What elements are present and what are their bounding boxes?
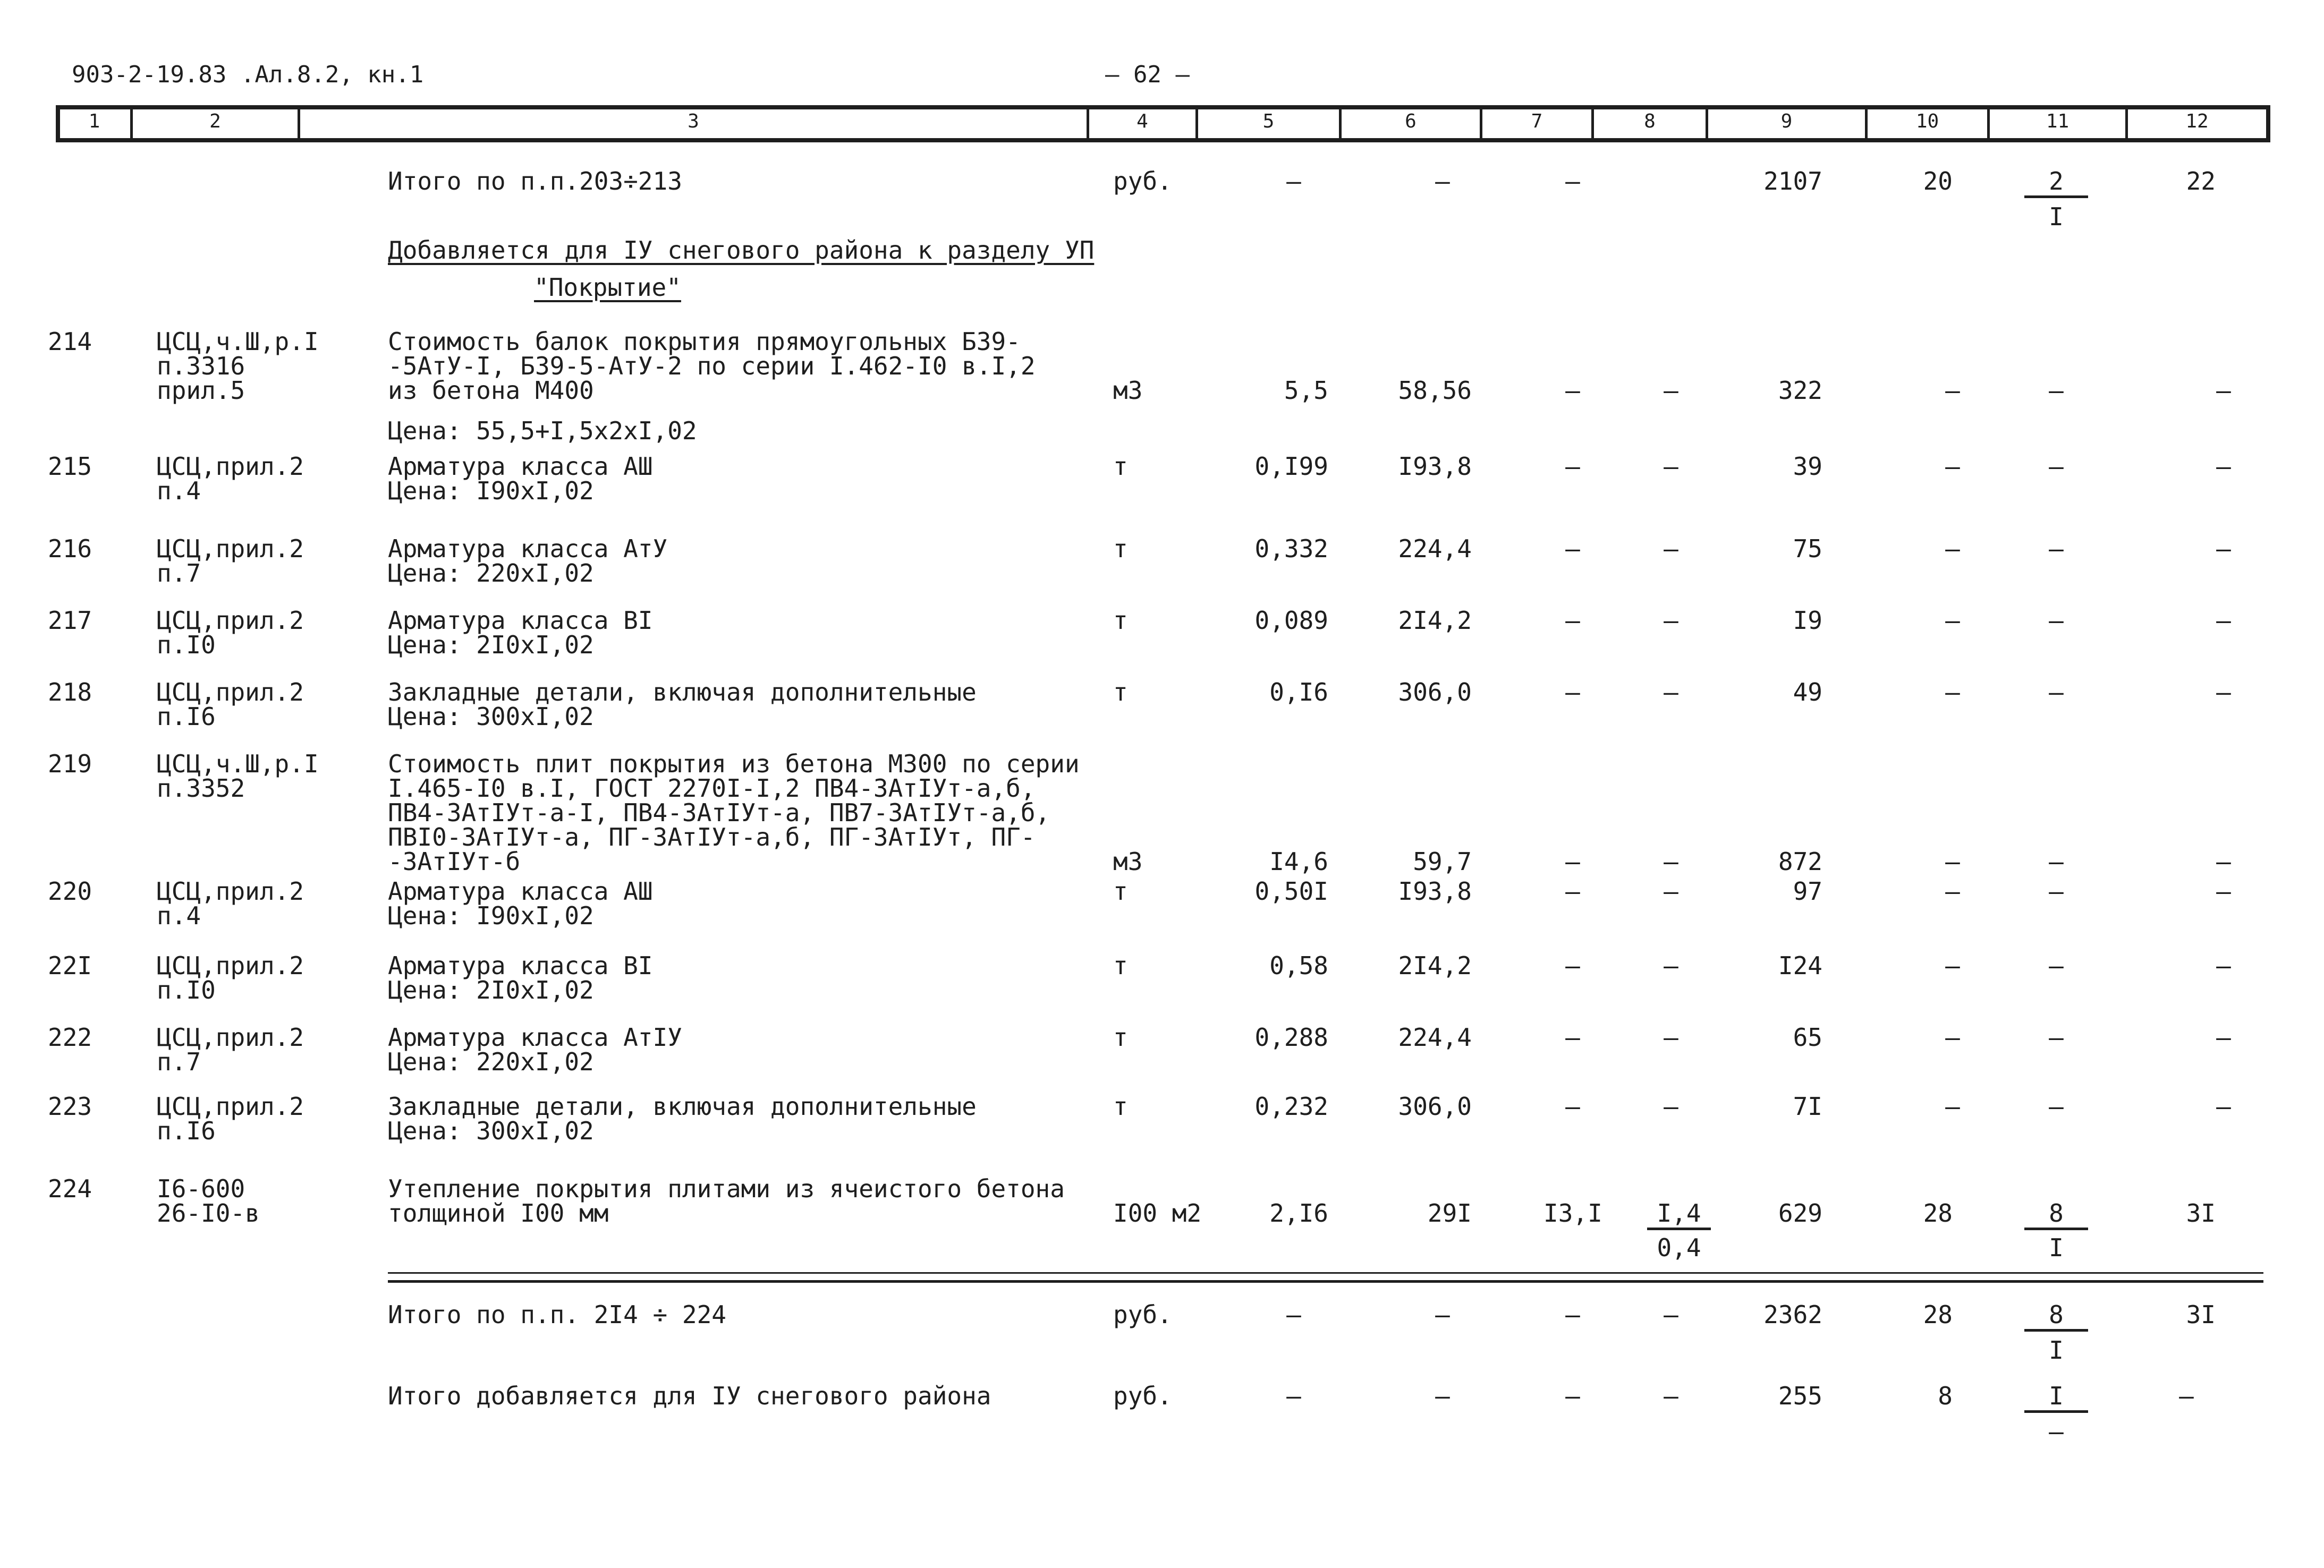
reference-line: п.I0 xyxy=(157,976,216,1004)
reference-line: п.7 xyxy=(157,559,201,587)
c11: – xyxy=(2049,376,2064,405)
row-number: 219 xyxy=(48,749,92,778)
c12: – xyxy=(2216,1023,2231,1052)
c8: – xyxy=(1664,1023,1678,1052)
c6: 59,7 xyxy=(1413,847,1472,876)
unit: т xyxy=(1113,1023,1128,1052)
c11-denominator: I xyxy=(2049,202,2064,231)
description-line: ПВ4-3АтIУт-а-I, ПВ4-3АтIУт-а, ПВ7-3АтIУт-а,б, xyxy=(388,798,1050,827)
description-line: Стоимость плит покрытия из бетона М300 по серии xyxy=(388,749,1080,778)
description-line: из бетона М400 xyxy=(388,376,594,405)
unit: т xyxy=(1113,1092,1128,1121)
price-line: Цена: 2I0xI,02 xyxy=(388,630,594,659)
c7: – xyxy=(1565,606,1580,635)
c5: I4,6 xyxy=(1269,847,1328,876)
c10: 8 xyxy=(1938,1382,1953,1410)
c11: – xyxy=(2049,606,2064,635)
column-number: 8 xyxy=(1644,110,1656,132)
c8: – xyxy=(1664,951,1678,980)
column-number: 1 xyxy=(88,110,100,132)
c11: – xyxy=(2049,951,2064,980)
c10: – xyxy=(1945,678,1960,706)
reference-line: ЦСЦ,прил.2 xyxy=(157,1092,304,1121)
c11: – xyxy=(2049,1023,2064,1052)
price-line: Цена: I90xI,02 xyxy=(388,901,594,930)
c10: – xyxy=(1945,877,1960,906)
c6: 306,0 xyxy=(1398,678,1472,706)
reference-line: п.3352 xyxy=(157,774,245,803)
row-label: Итого по п.п.203÷213 xyxy=(388,167,682,195)
c5: 0,332 xyxy=(1254,534,1328,563)
c12: – xyxy=(2216,606,2231,635)
c11-denominator: I xyxy=(2049,1336,2064,1365)
column-number: 11 xyxy=(2046,110,2069,132)
unit: т xyxy=(1113,534,1128,563)
c12: – xyxy=(2216,376,2231,405)
fraction-line xyxy=(2024,195,2088,198)
c5: – xyxy=(1286,167,1301,195)
c5: 2,I6 xyxy=(1269,1199,1328,1228)
c5: 0,50I xyxy=(1254,877,1328,906)
column-number: 12 xyxy=(2185,110,2209,132)
reference-line: I6-600 xyxy=(157,1174,245,1203)
c7: – xyxy=(1565,1382,1580,1410)
description-line: -3АтIУт-б xyxy=(388,847,521,876)
c9: 255 xyxy=(1778,1382,1822,1410)
c7: – xyxy=(1565,877,1580,906)
row-number: 22I xyxy=(48,951,92,980)
c6: 224,4 xyxy=(1398,534,1472,563)
reference-line: п.I0 xyxy=(157,630,216,659)
description-line: I.465-I0 в.I, ГОСТ 2270I-I,2 ПВ4-3АтIУт-а,б, xyxy=(388,774,1036,803)
c12: 22 xyxy=(2186,167,2216,195)
c11-numerator: 8 xyxy=(2049,1300,2064,1329)
reference-line: ЦСЦ,ч.Ш,р.I xyxy=(157,327,319,356)
c7: – xyxy=(1565,1023,1580,1052)
c12: – xyxy=(2216,452,2231,481)
reference-line: ЦСЦ,прил.2 xyxy=(157,452,304,481)
c12: – xyxy=(2179,1382,2194,1410)
reference-line: ЦСЦ,прил.2 xyxy=(157,678,304,706)
description-line: Утепление покрытия плитами из ячеистого бетона xyxy=(388,1174,1065,1203)
column-number: 2 xyxy=(209,110,221,132)
description-line: Закладные детали, включая дополнительные xyxy=(388,1092,977,1121)
description-line: -5АтУ-I, Б39-5-АтУ-2 по серии I.462-I0 в.I,2 xyxy=(388,352,1036,380)
price-line: Цена: 220xI,02 xyxy=(388,559,594,587)
c7: – xyxy=(1565,167,1580,195)
unit: I00 м2 xyxy=(1113,1199,1202,1228)
description-line: Закладные детали, включая дополнительные xyxy=(388,678,977,706)
price-line: Цена: 55,5+I,5x2xI,02 xyxy=(388,416,697,445)
c6: – xyxy=(1435,1382,1450,1410)
c7: – xyxy=(1565,534,1580,563)
c10: – xyxy=(1945,1092,1960,1121)
c6: 306,0 xyxy=(1398,1092,1472,1121)
c7: – xyxy=(1565,452,1580,481)
c11: – xyxy=(2049,534,2064,563)
c6: I93,8 xyxy=(1398,877,1472,906)
c10: – xyxy=(1945,606,1960,635)
c12: 3I xyxy=(2186,1300,2216,1329)
c8: – xyxy=(1664,877,1678,906)
c5: 0,232 xyxy=(1254,1092,1328,1121)
column-number: 5 xyxy=(1262,110,1275,132)
c8: – xyxy=(1664,376,1678,405)
description-line: Арматура класса АШ xyxy=(388,452,653,481)
description-line: толщиной I00 мм xyxy=(388,1199,609,1228)
c9: 629 xyxy=(1778,1199,1822,1228)
unit: т xyxy=(1113,452,1128,481)
c11: – xyxy=(2049,1092,2064,1121)
c11: – xyxy=(2049,678,2064,706)
c12: – xyxy=(2216,534,2231,563)
reference-line: ЦСЦ,прил.2 xyxy=(157,951,304,980)
c10: – xyxy=(1945,452,1960,481)
c8: – xyxy=(1664,1382,1678,1410)
row-number: 222 xyxy=(48,1023,92,1052)
reference-line: ЦСЦ,прил.2 xyxy=(157,877,304,906)
c6: – xyxy=(1435,167,1450,195)
description-line: Арматура класса АтУ xyxy=(388,534,668,563)
c12: – xyxy=(2216,951,2231,980)
c5: 0,I6 xyxy=(1269,678,1328,706)
c10: – xyxy=(1945,847,1960,876)
c8-numerator: I,4 xyxy=(1657,1199,1701,1228)
column-number: 6 xyxy=(1405,110,1417,132)
fraction-line xyxy=(1647,1228,1711,1230)
c9: 2107 xyxy=(1763,167,1822,195)
page-number: — 62 — xyxy=(1105,61,1190,88)
row-label: Итого добавляется для IУ снегового района xyxy=(388,1382,991,1410)
unit: руб. xyxy=(1113,1300,1172,1329)
c10: 28 xyxy=(1923,1300,1953,1329)
column-number: 3 xyxy=(688,110,699,132)
c11-numerator: 8 xyxy=(2049,1199,2064,1228)
description-line: Арматура класса BI xyxy=(388,951,653,980)
description-line: Стоимость балок покрытия прямоугольных Б39- xyxy=(388,327,1021,356)
c9: 49 xyxy=(1793,678,1822,706)
unit: руб. xyxy=(1113,1382,1172,1410)
row-number: 224 xyxy=(48,1174,92,1203)
c8: – xyxy=(1664,452,1678,481)
reference-line: ЦСЦ,прил.2 xyxy=(157,606,304,635)
section-title: Добавляется для IУ снегового района к разделу УП xyxy=(388,236,1095,265)
fraction-line xyxy=(2024,1329,2088,1332)
c10: 28 xyxy=(1923,1199,1953,1228)
unit: м3 xyxy=(1113,847,1143,876)
column-number: 7 xyxy=(1531,110,1543,132)
reference-line: п.3316 xyxy=(157,352,245,380)
reference-line: ЦСЦ,прил.2 xyxy=(157,534,304,563)
unit: м3 xyxy=(1113,376,1143,405)
reference-line: п.4 xyxy=(157,901,201,930)
c7: – xyxy=(1565,376,1580,405)
reference-line: 26-I0-в xyxy=(157,1199,260,1228)
fraction-line xyxy=(2024,1228,2088,1230)
price-line: Цена: 220xI,02 xyxy=(388,1047,594,1076)
row-number: 218 xyxy=(48,678,92,706)
unit: т xyxy=(1113,678,1128,706)
c7: – xyxy=(1565,951,1580,980)
unit: т xyxy=(1113,606,1128,635)
reference-line: п.4 xyxy=(157,476,201,505)
row-number: 223 xyxy=(48,1092,92,1121)
row-number: 220 xyxy=(48,877,92,906)
c5: 0,288 xyxy=(1254,1023,1328,1052)
c10: – xyxy=(1945,1023,1960,1052)
c11: – xyxy=(2049,452,2064,481)
c12: – xyxy=(2216,678,2231,706)
c6: – xyxy=(1435,1300,1450,1329)
c9: I9 xyxy=(1793,606,1822,635)
c9: 39 xyxy=(1793,452,1822,481)
fraction-line xyxy=(2024,1410,2088,1413)
row-number: 216 xyxy=(48,534,92,563)
c8: – xyxy=(1664,606,1678,635)
c11-numerator: 2 xyxy=(2049,167,2064,195)
c7: – xyxy=(1565,1300,1580,1329)
column-number: 9 xyxy=(1780,110,1793,132)
c6: 58,56 xyxy=(1398,376,1472,405)
c9: 322 xyxy=(1778,376,1822,405)
c8: – xyxy=(1664,1300,1678,1329)
c12: – xyxy=(2216,877,2231,906)
reference-line: п.I6 xyxy=(157,1117,216,1145)
unit: т xyxy=(1113,877,1128,906)
row-number: 215 xyxy=(48,452,92,481)
reference-line: п.7 xyxy=(157,1047,201,1076)
c5: 5,5 xyxy=(1284,376,1328,405)
c9: I24 xyxy=(1778,951,1822,980)
description-line: Арматура класса АтIУ xyxy=(388,1023,682,1052)
c6: I93,8 xyxy=(1398,452,1472,481)
row-underline xyxy=(388,1272,2263,1274)
column-number: 4 xyxy=(1136,110,1148,132)
column-number: 10 xyxy=(1915,110,1939,132)
c9: 7I xyxy=(1793,1092,1822,1121)
c6: 224,4 xyxy=(1398,1023,1472,1052)
c9: 97 xyxy=(1793,877,1822,906)
price-line: Цена: 300xI,02 xyxy=(388,1117,594,1145)
c9: 2362 xyxy=(1763,1300,1822,1329)
c9: 872 xyxy=(1778,847,1822,876)
section-subtitle: "Покрытие" xyxy=(534,273,681,302)
c10: 20 xyxy=(1923,167,1953,195)
c12: 3I xyxy=(2186,1199,2216,1228)
c12: – xyxy=(2216,847,2231,876)
c7: – xyxy=(1565,847,1580,876)
price-line: Цена: 300xI,02 xyxy=(388,702,594,731)
c10: – xyxy=(1945,376,1960,405)
row-number: 217 xyxy=(48,606,92,635)
c10: – xyxy=(1945,534,1960,563)
c11: – xyxy=(2049,877,2064,906)
c12: – xyxy=(2216,1092,2231,1121)
c6: 2I4,2 xyxy=(1398,951,1472,980)
table-divider xyxy=(388,1280,2263,1283)
reference-line: п.I6 xyxy=(157,702,216,731)
c8: – xyxy=(1664,534,1678,563)
c5: – xyxy=(1286,1300,1301,1329)
c9: 65 xyxy=(1793,1023,1822,1052)
c7: – xyxy=(1565,1092,1580,1121)
description-line: ПВI0-3АтIУт-а, ПГ-3АтIУт-а,б, ПГ-3АтIУт, ПГ- xyxy=(388,823,1036,851)
c8: – xyxy=(1664,678,1678,706)
unit: т xyxy=(1113,951,1128,980)
c8: – xyxy=(1664,847,1678,876)
reference-line: ЦСЦ,ч.Ш,р.I xyxy=(157,749,319,778)
reference-line: прил.5 xyxy=(157,376,245,405)
c11-numerator: I xyxy=(2049,1382,2064,1410)
c8: – xyxy=(1664,1092,1678,1121)
c11-denominator: I xyxy=(2049,1233,2064,1262)
c7: I3,I xyxy=(1543,1199,1602,1228)
unit: руб. xyxy=(1113,167,1172,195)
reference-line: ЦСЦ,прил.2 xyxy=(157,1023,304,1052)
c8-denominator: 0,4 xyxy=(1657,1233,1701,1262)
document-code: 903-2-19.83 .Ал.8.2, кн.1 xyxy=(72,61,424,88)
description-line: Арматура класса BI xyxy=(388,606,653,635)
price-line: Цена: I90xI,02 xyxy=(388,476,594,505)
price-line: Цена: 2I0xI,02 xyxy=(388,976,594,1004)
description-line: Арматура класса АШ xyxy=(388,877,653,906)
c11: – xyxy=(2049,847,2064,876)
c10: – xyxy=(1945,951,1960,980)
c5: 0,I99 xyxy=(1254,452,1328,481)
row-label: Итого по п.п. 2I4 ÷ 224 xyxy=(388,1300,726,1329)
c6: 29I xyxy=(1427,1199,1472,1228)
c9: 75 xyxy=(1793,534,1822,563)
c6: 2I4,2 xyxy=(1398,606,1472,635)
c5: 0,089 xyxy=(1254,606,1328,635)
c11-denominator: – xyxy=(2049,1417,2064,1446)
row-number: 214 xyxy=(48,327,92,356)
c5: 0,58 xyxy=(1269,951,1328,980)
c5: – xyxy=(1286,1382,1301,1410)
c7: – xyxy=(1565,678,1580,706)
